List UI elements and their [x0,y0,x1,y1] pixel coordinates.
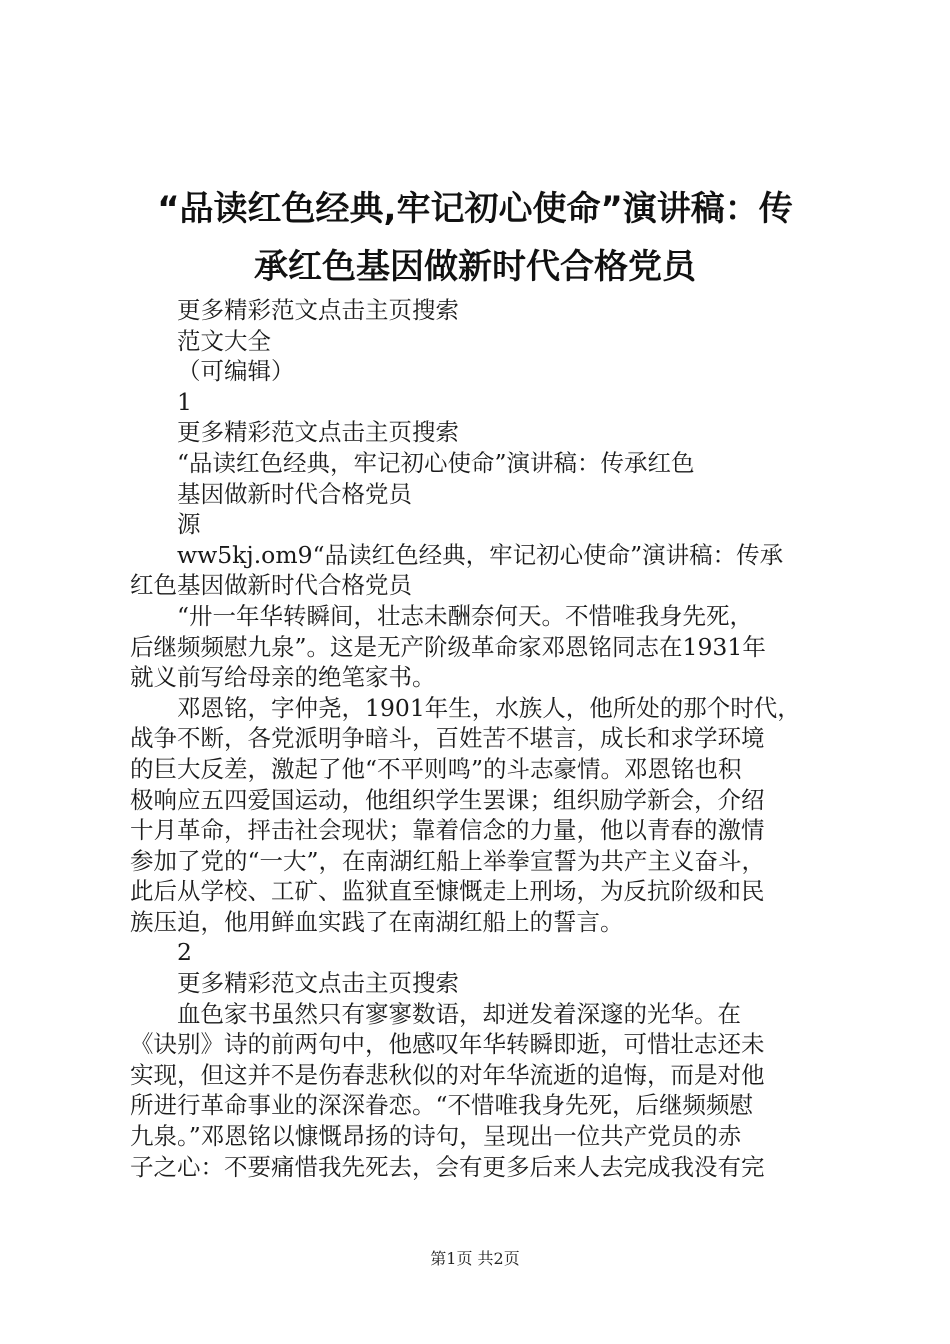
body-line: 子之心：不要痛惜我先死去，会有更多后来人去完成我没有完 [130,1152,765,1181]
document-title [120,180,830,296]
body-line: 更多精彩范文点击主页搜索 [177,296,459,324]
document-body [130,295,835,1182]
body-line: 所进行革命事业的深深眷恋。“不惜唯我身先死，后继频频慰 [130,1091,754,1120]
body-line: 后继频频慰九泉”。这是无产阶级革命家邓恩铭同志在1931年 [130,632,766,661]
body-line: 更多精彩范文点击主页搜索 [177,969,459,998]
title-line-1: “品读红色经典,牢记初心使命”演讲稿：传 [157,189,793,229]
body-line: 族压迫，他用鲜血实践了在南湖红船上的誓言。 [130,907,624,936]
body-line: 战争不断，各党派明争暗斗，百姓苦不堪言，成长和求学环境 [130,724,765,753]
body-line: 范文大全 [177,326,271,355]
body-line: 1 [177,387,192,416]
body-line: 实现，但这并不是伤春悲秋似的对年华流逝的追悔，而是对他 [130,1060,765,1089]
title-line-2: 承红色基因做新时代合格党员 [254,247,696,287]
body-line: 源 [177,510,201,539]
body-line: 基因做新时代合格党员 [177,479,412,508]
body-line: “卅一年华转瞬间，壮志未酬奈何天。不惜唯我身先死， [177,601,754,630]
body-line: ww5kj.om9“品读红色经典，牢记初心使命”演讲稿：传承 [177,540,784,569]
body-line: （可编辑） [177,357,295,386]
page-footer: 第1页 共2页 [430,1249,520,1268]
body-line: 九泉。”邓恩铭以慷慨昂扬的诗句，呈现出一位共产党员的赤 [130,1122,742,1151]
body-line: 极响应五四爱国运动，他组织学生罢课；组织励学新会，介绍 [130,785,765,814]
body-line: 红色基因做新时代合格党员 [130,571,412,600]
body-line: 邓恩铭，字仲尧，1901年生，水族人，他所处的那个时代， [177,693,801,722]
body-line: “品读红色经典，牢记初心使命”演讲稿：传承红色 [177,448,695,477]
body-line: 参加了党的“一大”，在南湖红船上举拳宣誓为共产主义奋斗， [130,846,766,875]
body-line: 十月革命，抨击社会现状；靠着信念的力量，他以青春的激情 [130,816,765,845]
body-line: 《诀别》诗的前两句中，他感叹年华转瞬即逝，可惜壮志还未 [130,1030,765,1059]
body-line: 此后从学校、工矿、监狱直至慷慨走上刑场，为反抗阶级和民 [130,877,765,906]
body-line: 2 [177,938,192,967]
body-line: 更多精彩范文点击主页搜索 [177,418,459,447]
body-line: 的巨大反差，激起了他“不平则鸣”的斗志豪情。邓恩铭也积 [130,754,742,783]
body-line: 血色家书虽然只有寥寥数语，却迸发着深邃的光华。在 [177,999,741,1028]
body-line: 就义前写给母亲的绝笔家书。 [130,663,436,692]
